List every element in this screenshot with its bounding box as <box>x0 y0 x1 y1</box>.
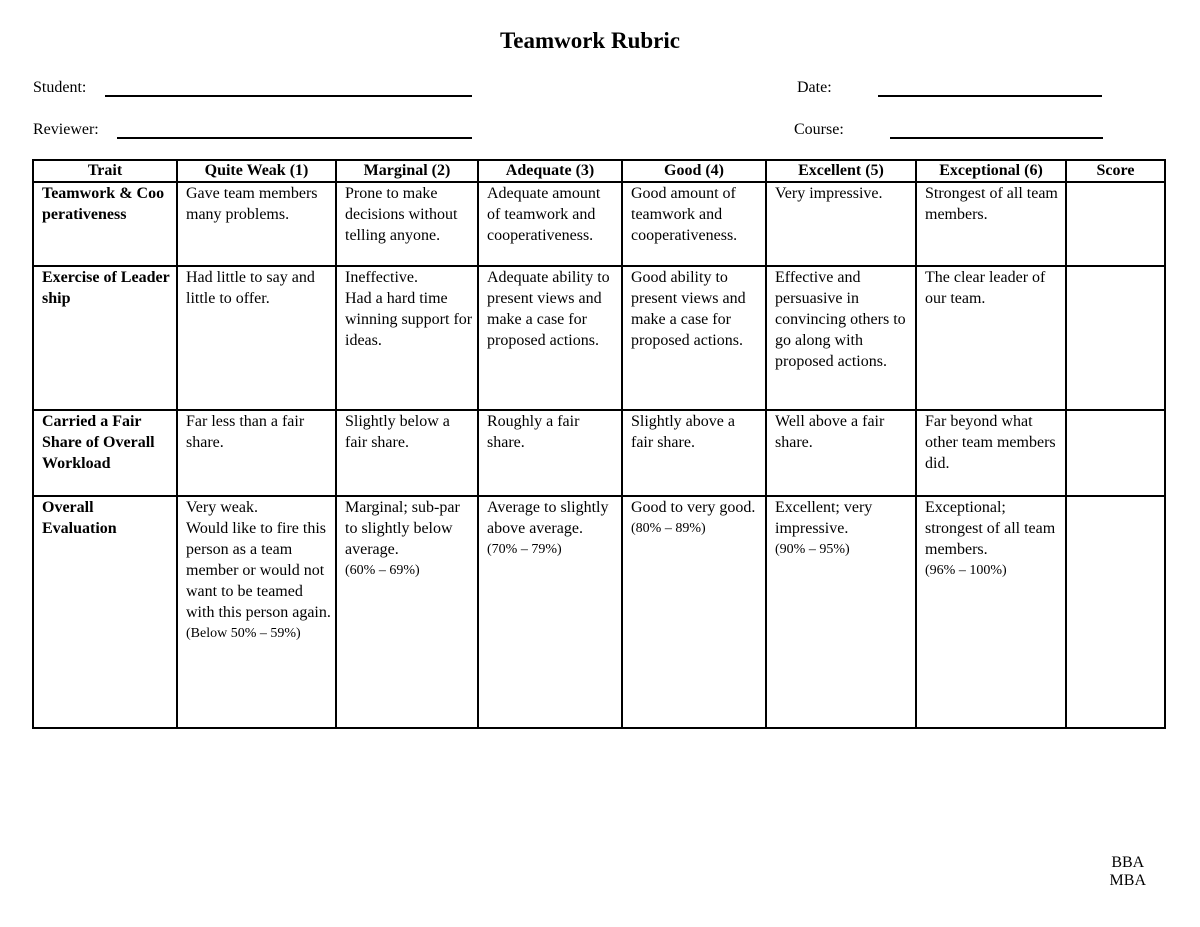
rating-cell: Slightly above a fair share. <box>622 410 766 496</box>
student-line[interactable] <box>105 95 472 97</box>
header-exceptional: Exceptional (6) <box>916 160 1066 182</box>
percent-range: (96% – 100%) <box>925 563 1007 578</box>
rating-cell: Prone to make decisions without telling anyone. <box>336 182 478 266</box>
program-footer <box>1110 854 1146 890</box>
date-label: Date: <box>797 79 832 96</box>
course-line[interactable] <box>890 137 1103 139</box>
rating-cell: Average to slightly above average. (70% – 79%) <box>478 496 622 728</box>
rating-cell: Marginal; sub-par to slightly below average. (60% – 69%) <box>336 496 478 728</box>
rating-cell: Had little to say and little to offer. <box>177 266 336 410</box>
trait-cell: Teamwork & Cooperativeness <box>33 182 177 266</box>
score-cell[interactable] <box>1066 182 1165 266</box>
rating-cell: The clear leader of our team. <box>916 266 1066 410</box>
course-label: Course: <box>794 121 844 138</box>
rating-cell: Strongest of all team members. <box>916 182 1066 266</box>
header-score: Score <box>1066 160 1165 182</box>
trait-cell: Exercise of Leadership <box>33 266 177 410</box>
header-adequate: Adequate (3) <box>478 160 622 182</box>
trait-cell: Carried a Fair Share of Overall Workload <box>33 410 177 496</box>
rating-cell: Good ability to present views and make a case for proposed actions. <box>622 266 766 410</box>
header-trait: Trait <box>33 160 177 182</box>
percent-range: (90% – 95%) <box>775 542 850 557</box>
rating-cell: Gave team members many problems. <box>177 182 336 266</box>
header-marginal: Marginal (2) <box>336 160 478 182</box>
header-quite-weak: Quite Weak (1) <box>177 160 336 182</box>
rating-cell: Roughly a fair share. <box>478 410 622 496</box>
footer-mba: MBA <box>1109 872 1146 889</box>
document-title: Teamwork Rubric <box>500 28 680 53</box>
rating-cell: Exceptional; strongest of all team members. (96% – 100%) <box>916 496 1066 728</box>
header-good: Good (4) <box>622 160 766 182</box>
table-row <box>33 410 1165 496</box>
rating-cell: Adequate amount of teamwork and cooperativeness. <box>478 182 622 266</box>
rating-cell: Good to very good. (80% – 89%) <box>622 496 766 728</box>
rating-cell: Well above a fair share. <box>766 410 916 496</box>
header-excellent: Excellent (5) <box>766 160 916 182</box>
table-row <box>33 266 1165 410</box>
rating-cell: Slightly below a fair share. <box>336 410 478 496</box>
header-row <box>33 160 1165 182</box>
rating-cell: Very impressive. <box>766 182 916 266</box>
rubric-table <box>32 159 1166 729</box>
table-row <box>33 496 1165 728</box>
table-row <box>33 182 1165 266</box>
rating-cell: Adequate ability to present views and make a case for proposed actions. <box>478 266 622 410</box>
percent-range: (80% – 89%) <box>631 521 706 536</box>
rating-cell: Far less than a fair share. <box>177 410 336 496</box>
score-cell[interactable] <box>1066 496 1165 728</box>
student-label: Student: <box>33 79 87 96</box>
rating-cell: Ineffective. Had a hard time winning support for ideas. <box>336 266 478 410</box>
rating-cell: Effective and persuasive in convincing others to go along with proposed actions. <box>766 266 916 410</box>
percent-range: (Below 50% – 59%) <box>186 626 301 641</box>
rating-cell: Good amount of teamwork and cooperativeness. <box>622 182 766 266</box>
percent-range: (70% – 79%) <box>487 542 562 557</box>
reviewer-label: Reviewer: <box>33 121 99 138</box>
footer-bba: BBA <box>1111 854 1145 871</box>
reviewer-line[interactable] <box>117 137 472 139</box>
rating-cell: Excellent; very impressive. (90% – 95%) <box>766 496 916 728</box>
score-cell[interactable] <box>1066 266 1165 410</box>
rating-cell: Far beyond what other team members did. <box>916 410 1066 496</box>
trait-cell: Overall Evaluation <box>33 496 177 728</box>
score-cell[interactable] <box>1066 410 1165 496</box>
date-line[interactable] <box>878 95 1102 97</box>
rating-cell: Very weak. Would like to fire this person as a team member or would not want to be teamed with this person again. (Below 50% – 59%) <box>177 496 336 728</box>
percent-range: (60% – 69%) <box>345 563 420 578</box>
